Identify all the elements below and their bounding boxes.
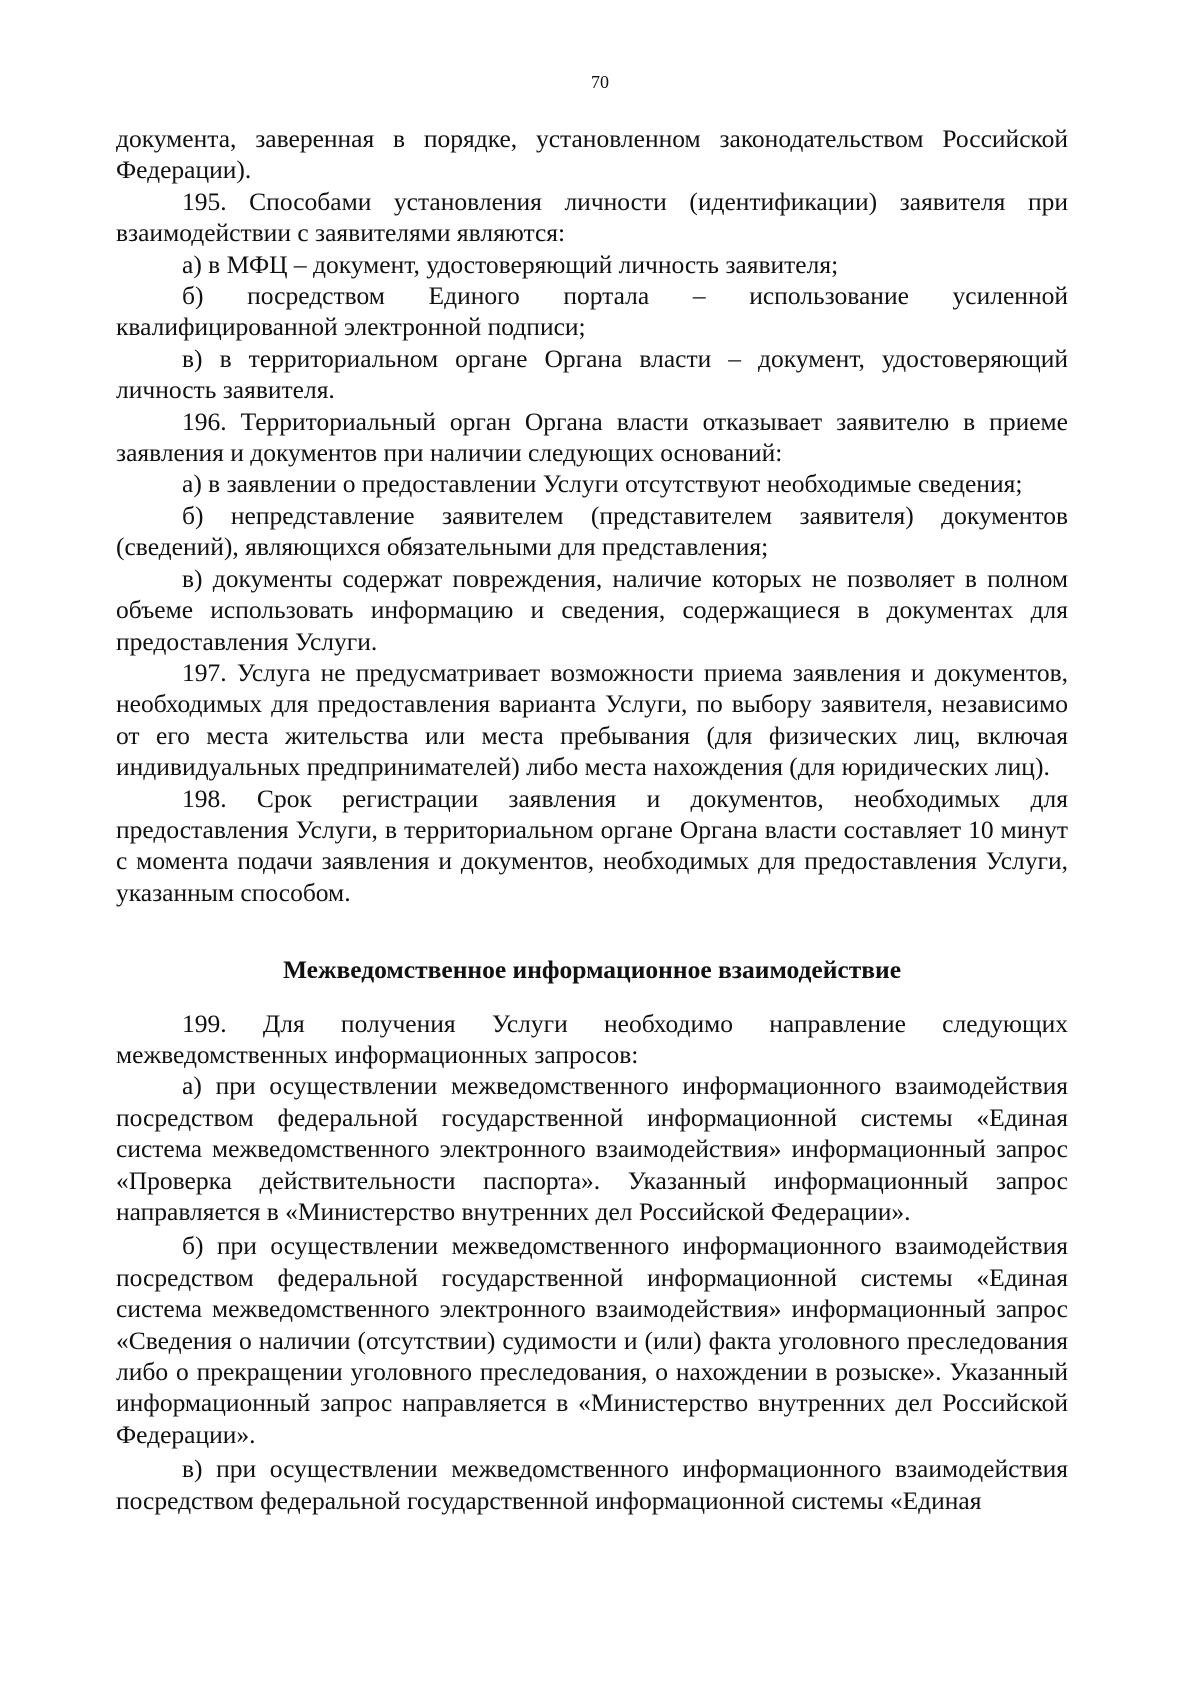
list-item: в) в территориальном органе Органа власти – документ, удостоверяющий личность заявителя. — [116, 343, 1068, 405]
list-item: а) в заявлении о предоставлении Услуги отсутствуют необходимые сведения; — [182, 469, 1023, 499]
page-number: 70 — [591, 72, 609, 92]
list-item: б) посредством Единого портала – использование усиленной квалифицированной электронной подписи; — [116, 281, 1068, 342]
list-item: б) непредставление заявителем (представителем заявителя) документов (сведений), являющихся обязательными для представления; — [116, 500, 1068, 562]
list-item: б) при осуществлении межведомственного информационного взаимодействия посредством федеральной государственной информационной системы «Единая система межведомственного электронного взаимодействия» информационный запрос «Сведения о наличии (отсутствии) судимости и (или) факта уголовного преследования либо о прекращении уголовного преследования, о нахождении в розыске». Указанный информационный запрос направляется в «Министерство внутренних дел Российской Федерации». — [116, 1231, 1068, 1449]
paragraph-196: 196. Территориальный орган Органа власти отказывает заявителю в приеме заявления и документов при наличии следующих оснований: — [116, 406, 1068, 468]
section-heading: Межведомственное информационное взаимодействие — [282, 955, 902, 985]
paragraph: документа, заверенная в порядке, установленном законодательством Российской Федерации). — [116, 124, 1068, 185]
list-item: а) в МФЦ – документ, удостоверяющий личность заявителя; — [182, 249, 839, 279]
document-body — [116, 123, 1068, 1516]
paragraph-197: 197. Услуга не предусматривает возможности приема заявления и документов, необходимых для предоставления варианта Услуги, по выбору заявителя, независимо от его места жительства или места пребывания (для физических лиц, включая индивидуальных предпринимателей) либо места нахождения (для юридических лиц). — [116, 657, 1068, 782]
list-item: а) при осуществлении межведомственного информационного взаимодействия посредством федеральной государственной информационной системы «Единая система межведомственного электронного взаимодействия» информационный запрос «Проверка действительности паспорта». Указанный информационный запрос направляется в «Министерство внутренних дел Российской Федерации». — [116, 1071, 1068, 1226]
paragraph-199: 199. Для получения Услуги необходимо направление следующих межведомственных информационных запросов: — [116, 1008, 1068, 1069]
paragraph-195: 195. Способами установления личности (идентификации) заявителя при взаимодействии с заявителями являются: — [116, 186, 1068, 248]
list-item: в) при осуществлении межведомственного информационного взаимодействия посредством федеральной государственной информационной системы «Единая — [116, 1454, 1068, 1515]
paragraph-198: 198. Срок регистрации заявления и документов, необходимых для предоставления Услуги, в территориальном органе Органа власти составляет 10 минут с момента подачи заявления и документов, необходимых для предоставления Услуги, указанным способом. — [116, 783, 1068, 907]
list-item: в) документы содержат повреждения, наличие которых не позволяет в полном объеме использовать информацию и сведения, содержащиеся в документах для предоставления Услуги. — [116, 563, 1068, 656]
